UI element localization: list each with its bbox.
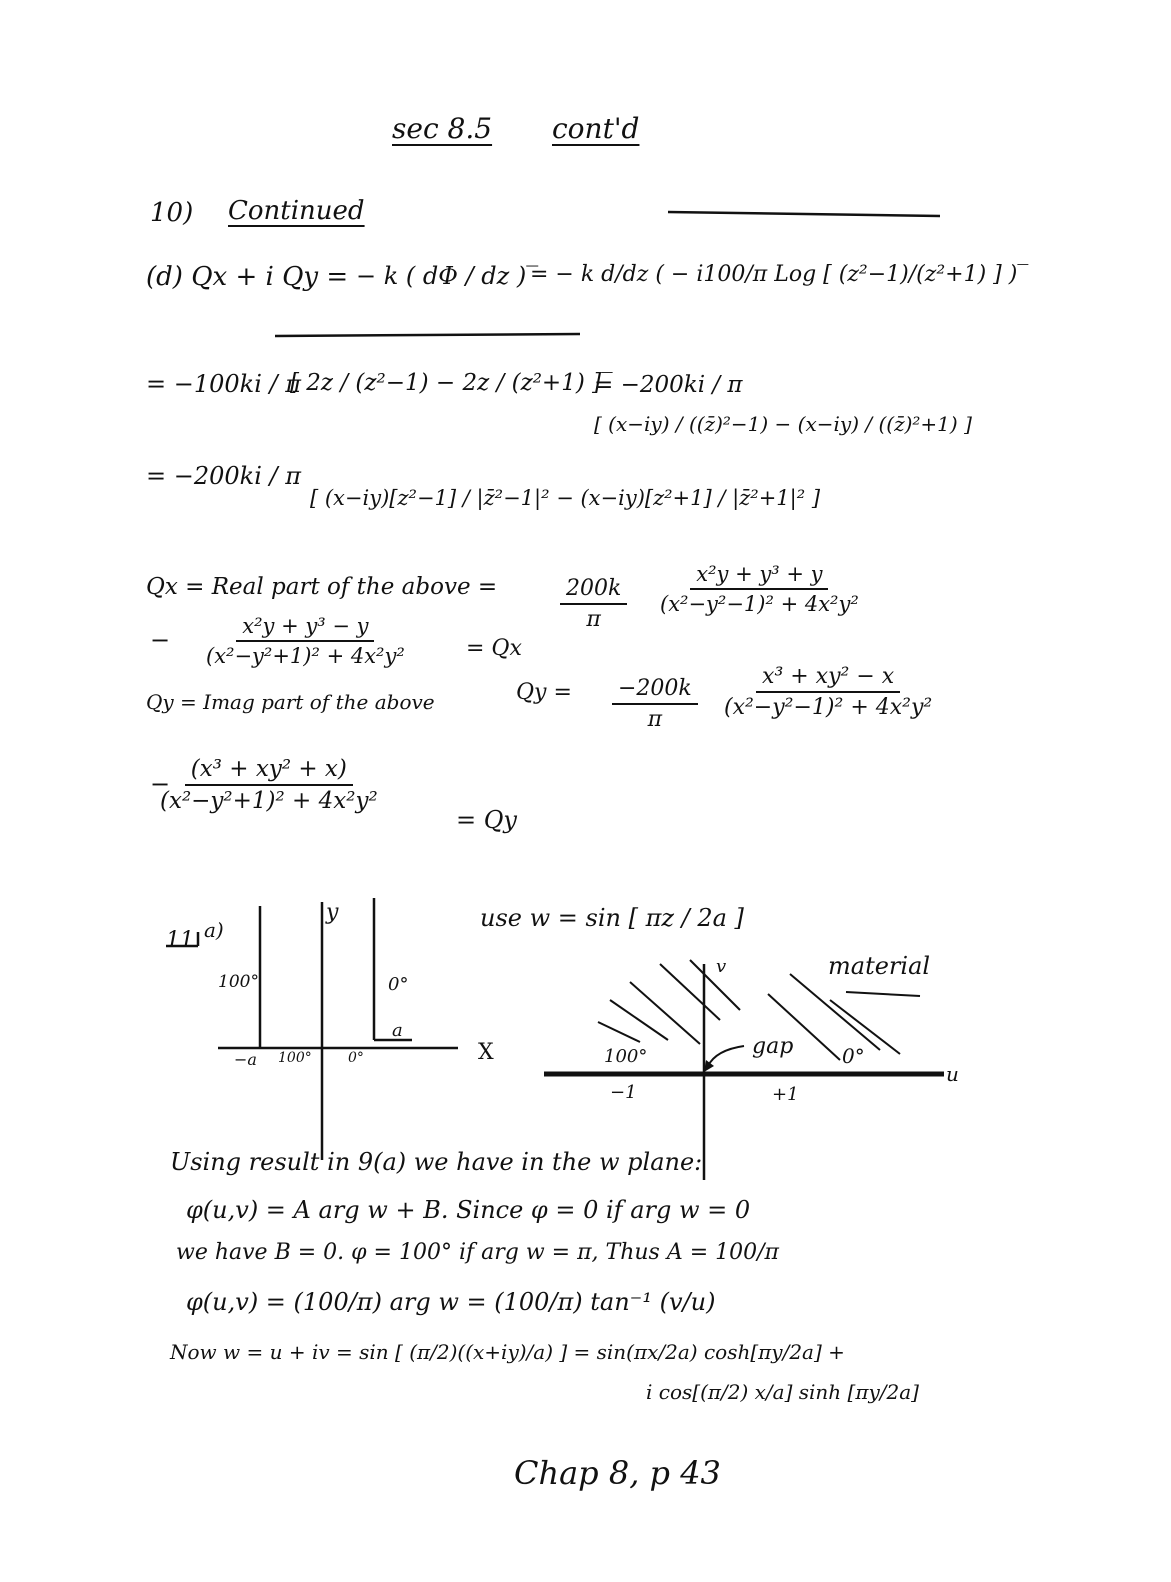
qx-text: Qx = Real part of the above = (146, 574, 498, 600)
w-plus-one: +1 (772, 1084, 799, 1105)
part-d-line1-mid: − k ( dΦ / dz )‾ (356, 262, 539, 290)
qy-text: Qy = Imag part of the above (146, 690, 435, 714)
z-y-axis-label: y (326, 900, 339, 925)
p11-text-line-5: Now w = u + iv = sin [ (π/2)((x+iy)/a) ] = sin(πx/2a) cosh[πy/2a] + (170, 1340, 845, 1364)
part-d-line3-bracket: [ (x−iy)[z²−1] / |z̄²−1|² − (x−iy)[z²+1] / |z̄²+1|² ] (310, 486, 821, 510)
qy-term2-den: (x²−y²+1)² + 4x²y² (160, 788, 378, 814)
qx-coef-den: π (586, 607, 601, 632)
part-d-line1-right: = − k d/dz ( − i100/π Log [ (z²−1)/(z²+1) ] )‾ (530, 262, 1029, 287)
z-boundary-left: 100° (278, 1050, 312, 1066)
part-d-line2-right-bracket: [ (x−iy) / ((z̄)²−1) − (x−iy) / ((z̄)²+1) ] (594, 412, 972, 436)
z-temp-left: 100° (218, 972, 259, 992)
qx-term2-num: x²y + y³ − y (236, 614, 374, 642)
z-plane-figure (218, 898, 458, 1160)
w-minus-one: −1 (610, 1082, 637, 1103)
z-a-label: a (392, 1020, 403, 1041)
p11-text-line-6: i cos[(π/2) x/a] sinh [πy/2a] (646, 1380, 919, 1404)
w-plane-figure (544, 960, 944, 1180)
w-material-label: material (828, 952, 931, 980)
qx-minus: − (150, 626, 171, 654)
z-neg-a-label: −a (234, 1050, 257, 1069)
qy-coef-den: π (647, 707, 663, 732)
qy-label: Qy = (516, 680, 572, 705)
w-temp-left: 100° (604, 1046, 648, 1067)
p11-text-line-3: we have B = 0. φ = 100° if arg w = π, Thus A = 100/π (176, 1240, 779, 1265)
part-d-line2-left-coef: = −100ki / π (146, 370, 301, 398)
qy-minus: − (150, 770, 171, 798)
qx-result: = Qx (466, 636, 522, 661)
continued-label: Continued (228, 196, 365, 226)
qx-term1-den: (x²−y²−1)² + 4x²y² (660, 592, 859, 616)
z-temp-right: 0° (388, 974, 409, 995)
problem-10-label: 10) (150, 198, 194, 228)
bracket-lines (166, 212, 940, 946)
qy-coef-num: −200k (612, 676, 698, 705)
p11-text-line-2: φ(u,v) = A arg w + B. Since φ = 0 if arg w = 0 (186, 1196, 751, 1224)
contd-heading: cont'd (552, 112, 640, 145)
qx-term1-num: x²y + y³ + y (690, 562, 828, 590)
part-d-line2-left-bracket: [ 2z / (z²−1) − 2z / (z²+1) ]‾ (290, 370, 613, 396)
z-boundary-right: 0° (348, 1050, 364, 1066)
qy-term1-den: (x²−y²−1)² + 4x²y² (724, 695, 933, 720)
qy-term2-num: (x³ + xy² + x) (185, 756, 353, 786)
w-gap-label: gap (752, 1034, 794, 1059)
use-mapping: use w = sin [ πz / 2a ] (480, 904, 744, 932)
p11-text-line-1: Using result in 9(a) we have in the w plane: (170, 1148, 703, 1176)
w-temp-right: 0° (842, 1044, 865, 1068)
page-footer: Chap 8, p 43 (514, 1454, 721, 1492)
w-u-axis-label: u (946, 1062, 959, 1086)
section-heading: sec 8.5 (392, 112, 493, 145)
p11-text-line-4: φ(u,v) = (100/π) arg w = (100/π) tan⁻¹ (v/u) (186, 1288, 716, 1316)
qx-coef-num: 200k (560, 576, 627, 605)
problem-11-part: a) (204, 918, 224, 942)
part-d-line2-right-coef: = −200ki / π (594, 372, 743, 398)
problem-11-label: 11 (166, 928, 194, 953)
part-d-lhs: (d) Qx + i Qy = (146, 262, 349, 292)
qx-term2-den: (x²−y²+1)² + 4x²y² (206, 644, 405, 668)
qy-term1-num: x³ + xy² − x (756, 664, 900, 693)
w-v-axis-label: v (716, 956, 727, 977)
qy-result: = Qy (456, 806, 517, 834)
z-x-axis-label: X (478, 1040, 494, 1065)
part-d-line3-coef: = −200ki / π (146, 462, 301, 490)
